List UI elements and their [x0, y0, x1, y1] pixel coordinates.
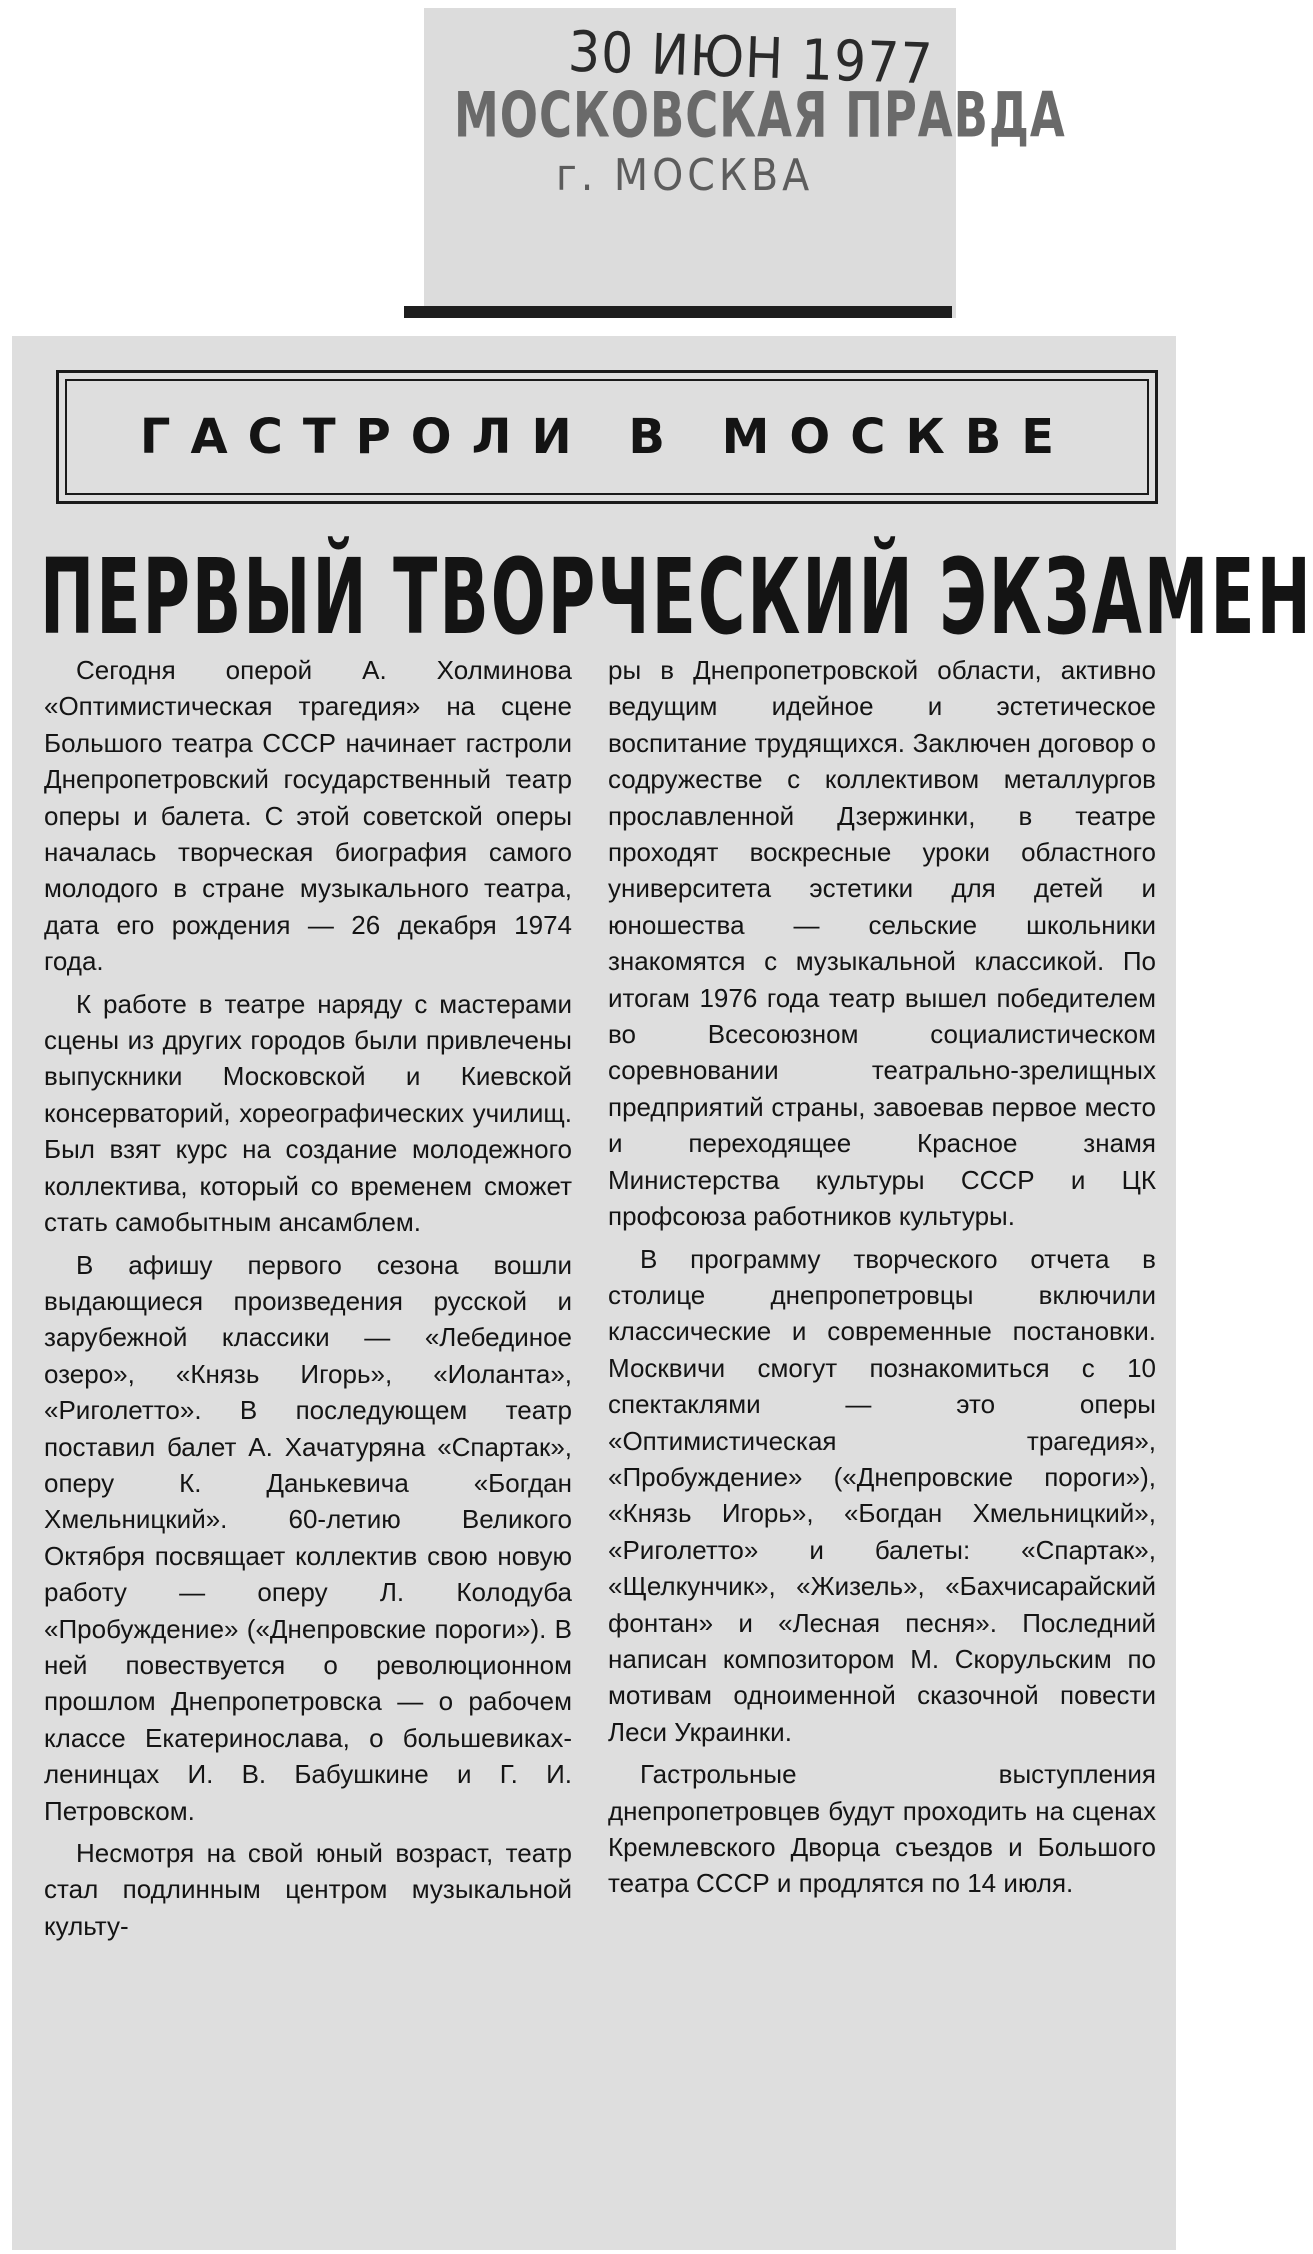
stamp-slip-divider [404, 306, 952, 318]
stamp-city: г. МОСКВА [556, 150, 814, 201]
paragraph: Несмотря на свой юный возраст, театр стал подлинным центром музыкальной культу- [44, 1838, 572, 1941]
rubric-title: ГАСТРОЛИ В МОСКВЕ [139, 409, 1075, 465]
rubric-inner-frame [65, 379, 1149, 495]
article-column-right [608, 652, 1156, 1902]
article-headline: ПЕРВЫЙ ТВОРЧЕСКИЙ ЭКЗАМЕН [40, 536, 1313, 658]
paragraph: Гастрольные выступления днепропетровцев будут проходить на сценах Кремлевского Дворца съездов и Большого театра СССР и продлятся по 14 июля. [608, 1759, 1156, 1899]
paragraph: В афишу первого сезона вошли выдающиеся произведения русской и зарубежной классики — «Лебединое озеро», «Князь Игорь», «Иоланта», «Риголетто». В последующем театр поставил балет А. Хачатуряна «Спартак», оперу К. Данькевича «Богдан Хмельницкий». 60-летию Великого Октября посвящает коллектив свою новую работу — оперу Л. Колодуба «Пробуждение» («Днепровские пороги»). В ней повествуется о революционном прошлом Днепропетровска — о рабочем классе Екатеринослава, о большевиках-ленинцах И. В. Бабушкине и Г. И. Петровском. [44, 1249, 572, 1826]
stamp-date: 30 ИЮН 1977 [566, 19, 935, 98]
paragraph: Сегодня оперой А. Холминова «Оптимистическая трагедия» на сцене Большого театра СССР начинает гастроли Днепропетровский государственный театр оперы и балета. С этой советской оперы началась творческая биография самого молодого в стране музыкального театра, дата его рождения — 26 декабря 1974 года. [44, 655, 572, 977]
stamp-newspaper-name: МОСКОВСКАЯ ПРАВДА [454, 78, 1066, 152]
rubric-box [56, 370, 1158, 504]
article-column-left [44, 652, 572, 1944]
paragraph: К работе в театре наряду с мастерами сцены из других городов были привлечены выпускники Московской и Киевской консерваторий, хореографических училищ. Был взят курс на создание молодежного коллектива, который со временем сможет стать самобытным ансамблем. [44, 988, 572, 1238]
paragraph: В программу творческого отчета в столице днепропетровцы включили классические и современные постановки. Москвичи смогут познакомиться с 10 спектаклями — это оперы «Оптимистическая трагедия», «Пробуждение» («Днепровские пороги»), «Князь Игорь», «Богдан Хмельницкий», «Риголетто» и балеты: «Спартак», «Щелкунчик», «Жизель», «Бахчисарайский фонтан» и «Лесная песня». Последний написан композитором М. Скорульским по мотивам одноименной сказочной повести Леси Украинки. [608, 1243, 1156, 1747]
paragraph: ры в Днепропетровской области, активно ведущим идейное и эстетическое воспитание трудящихся. Заключен договор о содружестве с коллективом металлургов прославленной Дзержинки, в театре проходят воскресные уроки областного университета эстетики для детей и юношества — сельские школьники знакомятся с музыкальной классикой. По итогам 1976 года театр вышел победителем во Всесоюзном социалистическом соревновании театрально-зрелищных предприятий страны, завоевав первое место и переходящее Красное знамя Министерства культуры СССР и ЦК профсоюза работников культуры. [608, 655, 1156, 1232]
